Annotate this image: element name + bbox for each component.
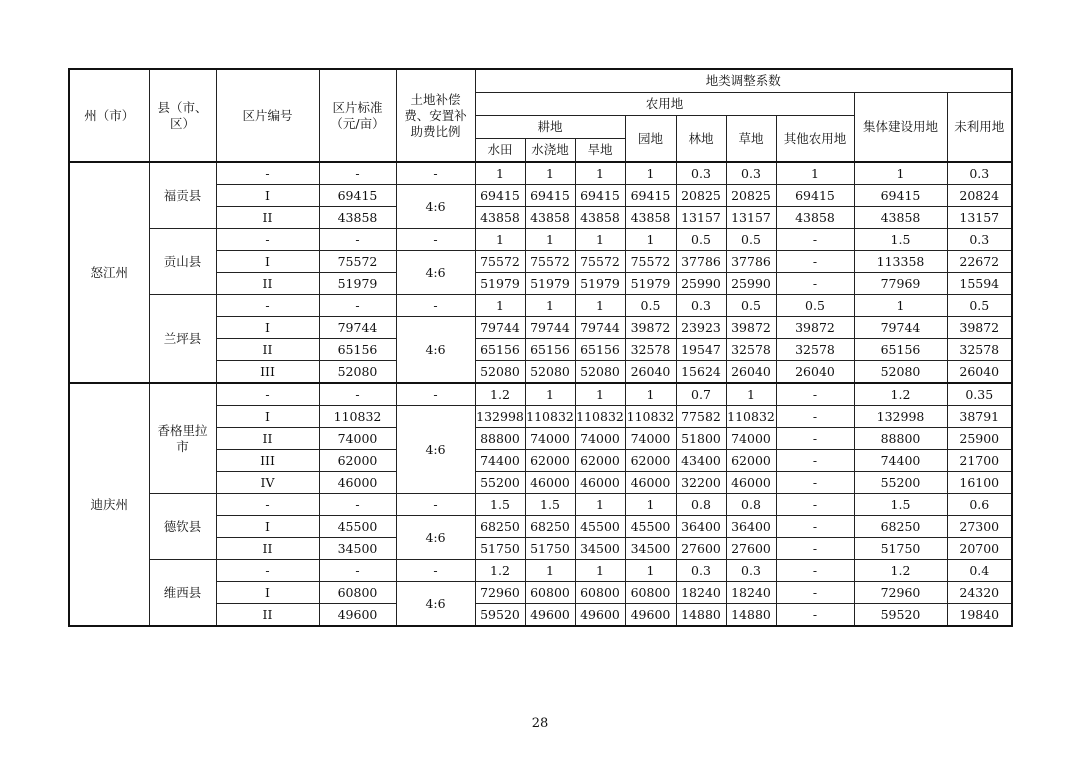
data-cell: 60800 (319, 582, 396, 604)
header-collective-land: 集体建设用地 (854, 93, 947, 163)
data-cell: 1 (575, 295, 625, 317)
data-cell: 16100 (947, 472, 1012, 494)
data-cell: 69415 (319, 185, 396, 207)
data-cell: 27300 (947, 516, 1012, 538)
data-cell: 110832 (575, 406, 625, 428)
header-zone-standard: 区片标准（元/亩） (319, 69, 396, 162)
data-cell: 27600 (726, 538, 776, 560)
header-irrigated-land: 水浇地 (525, 139, 575, 163)
data-cell: 52080 (475, 361, 525, 384)
data-cell: 88800 (854, 428, 947, 450)
land-compensation-table (68, 68, 1013, 627)
data-cell: 22672 (947, 251, 1012, 273)
data-cell: 32578 (776, 339, 854, 361)
ratio-cell: 4:6 (396, 317, 475, 384)
data-cell: 110832 (319, 406, 396, 428)
table-row (69, 162, 1012, 185)
data-cell: 43400 (676, 450, 726, 472)
data-cell: 59520 (854, 604, 947, 627)
data-cell: 1 (475, 162, 525, 185)
data-cell: 43858 (854, 207, 947, 229)
data-cell: 14880 (726, 604, 776, 627)
data-cell: 0.3 (676, 560, 726, 582)
data-cell: 132998 (854, 406, 947, 428)
header-county: 县（市、区） (149, 69, 216, 162)
data-cell: - (319, 295, 396, 317)
header-adjustment-coefficient: 地类调整系数 (475, 69, 1012, 93)
data-cell: I (216, 406, 319, 428)
data-cell: 79744 (525, 317, 575, 339)
data-cell: - (776, 450, 854, 472)
data-cell: 60800 (575, 582, 625, 604)
data-cell: 51750 (525, 538, 575, 560)
data-cell: 43858 (525, 207, 575, 229)
data-cell: 51800 (676, 428, 726, 450)
data-cell: 1.5 (525, 494, 575, 516)
data-cell: I (216, 317, 319, 339)
data-cell: 15624 (676, 361, 726, 384)
county-cell: 兰坪县 (149, 295, 216, 384)
data-cell: 49600 (625, 604, 676, 627)
data-cell: 25900 (947, 428, 1012, 450)
data-cell: 20700 (947, 538, 1012, 560)
data-cell: 43858 (475, 207, 525, 229)
data-cell: 79744 (475, 317, 525, 339)
data-cell: III (216, 361, 319, 384)
header-unused-land: 未利用地 (947, 93, 1012, 163)
data-cell: 43858 (776, 207, 854, 229)
data-cell: - (319, 560, 396, 582)
data-cell: 55200 (854, 472, 947, 494)
data-cell: 32578 (726, 339, 776, 361)
data-cell: 52080 (525, 361, 575, 384)
data-cell: 79744 (575, 317, 625, 339)
data-cell: 51979 (575, 273, 625, 295)
data-cell: 0.5 (726, 295, 776, 317)
data-cell: 15594 (947, 273, 1012, 295)
data-cell: 51979 (475, 273, 525, 295)
data-cell: - (776, 273, 854, 295)
ratio-cell: - (396, 162, 475, 185)
data-cell: II (216, 538, 319, 560)
data-cell: 34500 (575, 538, 625, 560)
data-cell: II (216, 339, 319, 361)
header-agricultural-land: 农用地 (475, 93, 854, 116)
data-cell: 26040 (625, 361, 676, 384)
data-cell: 0.5 (625, 295, 676, 317)
data-cell: 32200 (676, 472, 726, 494)
data-cell: 62000 (726, 450, 776, 472)
data-cell: 69415 (475, 185, 525, 207)
data-cell: I (216, 516, 319, 538)
data-cell: 1 (525, 229, 575, 251)
data-cell: 39872 (776, 317, 854, 339)
prefecture-cell: 怒江州 (69, 162, 149, 383)
county-cell: 香格里拉市 (149, 383, 216, 494)
data-cell: 0.35 (947, 383, 1012, 406)
data-cell: 32578 (947, 339, 1012, 361)
data-cell: 1.5 (475, 494, 525, 516)
data-cell: 1 (625, 560, 676, 582)
data-cell: 1 (575, 560, 625, 582)
data-cell: 37786 (726, 251, 776, 273)
data-cell: 68250 (525, 516, 575, 538)
header-other-agricultural-land: 其他农用地 (776, 116, 854, 163)
data-cell: 1 (525, 560, 575, 582)
header-dry-land: 旱地 (575, 139, 625, 163)
data-cell: 72960 (475, 582, 525, 604)
data-cell: 19840 (947, 604, 1012, 627)
data-cell: 1 (625, 494, 676, 516)
data-cell: 74400 (475, 450, 525, 472)
data-cell: 43858 (575, 207, 625, 229)
data-cell: - (216, 229, 319, 251)
data-cell: 46000 (525, 472, 575, 494)
data-cell: 27600 (676, 538, 726, 560)
data-cell: 74000 (625, 428, 676, 450)
data-cell: II (216, 604, 319, 627)
ratio-cell: - (396, 494, 475, 516)
data-cell: 18240 (676, 582, 726, 604)
data-cell: 0.3 (947, 229, 1012, 251)
ratio-cell: - (396, 383, 475, 406)
data-cell: II (216, 207, 319, 229)
data-cell: 0.8 (676, 494, 726, 516)
data-cell: 110832 (625, 406, 676, 428)
data-cell: 21700 (947, 450, 1012, 472)
data-cell: 79744 (319, 317, 396, 339)
data-cell: - (776, 229, 854, 251)
data-cell: 1.5 (854, 494, 947, 516)
data-cell: - (776, 406, 854, 428)
data-cell: 25990 (676, 273, 726, 295)
data-cell: - (776, 383, 854, 406)
data-cell: 1 (854, 162, 947, 185)
data-cell: 0.3 (726, 560, 776, 582)
data-cell: 0.3 (676, 162, 726, 185)
data-cell: 110832 (525, 406, 575, 428)
data-cell: - (319, 229, 396, 251)
data-cell: 1 (625, 162, 676, 185)
table-row (69, 560, 1012, 582)
ratio-cell: - (396, 229, 475, 251)
ratio-cell: - (396, 560, 475, 582)
data-cell: - (216, 494, 319, 516)
data-cell: - (776, 251, 854, 273)
data-cell: 1 (475, 229, 525, 251)
data-cell: 18240 (726, 582, 776, 604)
data-cell: - (216, 162, 319, 185)
data-cell: 13157 (947, 207, 1012, 229)
header-forest-land: 林地 (676, 116, 726, 163)
data-cell: 69415 (854, 185, 947, 207)
data-cell: 13157 (676, 207, 726, 229)
data-cell: 46000 (726, 472, 776, 494)
data-cell: - (776, 538, 854, 560)
data-cell: I (216, 582, 319, 604)
data-cell: 1 (525, 383, 575, 406)
county-cell: 福贡县 (149, 162, 216, 229)
data-cell: 36400 (726, 516, 776, 538)
data-cell: 0.5 (947, 295, 1012, 317)
data-cell: 62000 (525, 450, 575, 472)
county-cell: 贡山县 (149, 229, 216, 295)
data-cell: 24320 (947, 582, 1012, 604)
data-cell: 49600 (525, 604, 575, 627)
county-cell: 德钦县 (149, 494, 216, 560)
data-cell: 68250 (854, 516, 947, 538)
data-cell: 26040 (776, 361, 854, 384)
data-cell: 1.2 (854, 560, 947, 582)
data-cell: 1 (575, 162, 625, 185)
data-cell: 62000 (625, 450, 676, 472)
data-cell: - (776, 472, 854, 494)
data-cell: 0.7 (676, 383, 726, 406)
data-cell: 1.2 (475, 560, 525, 582)
data-cell: 75572 (319, 251, 396, 273)
data-cell: 25990 (726, 273, 776, 295)
data-cell: 1 (575, 383, 625, 406)
data-cell: 49600 (575, 604, 625, 627)
data-cell: 46000 (319, 472, 396, 494)
data-cell: 59520 (475, 604, 525, 627)
ratio-cell: 4:6 (396, 185, 475, 229)
data-cell: III (216, 450, 319, 472)
data-cell: 34500 (625, 538, 676, 560)
data-cell: 0.3 (726, 162, 776, 185)
data-cell: 72960 (854, 582, 947, 604)
data-cell: 20824 (947, 185, 1012, 207)
header-grass-land: 草地 (726, 116, 776, 163)
data-cell: - (776, 494, 854, 516)
data-cell: 13157 (726, 207, 776, 229)
table-row (69, 494, 1012, 516)
data-cell: 52080 (854, 361, 947, 384)
data-cell: 75572 (525, 251, 575, 273)
data-cell: 69415 (625, 185, 676, 207)
data-cell: - (776, 428, 854, 450)
data-cell: 69415 (525, 185, 575, 207)
ratio-cell: 4:6 (396, 251, 475, 295)
data-cell: 0.4 (947, 560, 1012, 582)
data-cell: 1 (575, 229, 625, 251)
ratio-cell: 4:6 (396, 516, 475, 560)
ratio-cell: - (396, 295, 475, 317)
data-cell: 23923 (676, 317, 726, 339)
data-cell: 1 (575, 494, 625, 516)
header-zone-code: 区片编号 (216, 69, 319, 162)
data-cell: 0.3 (676, 295, 726, 317)
data-cell: 46000 (575, 472, 625, 494)
data-cell: 32578 (625, 339, 676, 361)
data-cell: 65156 (475, 339, 525, 361)
data-cell: - (319, 494, 396, 516)
data-cell: 51750 (475, 538, 525, 560)
data-cell: 69415 (776, 185, 854, 207)
data-cell: 74400 (854, 450, 947, 472)
data-cell: II (216, 273, 319, 295)
data-cell: - (216, 295, 319, 317)
data-cell: 0.5 (776, 295, 854, 317)
data-cell: 1.5 (854, 229, 947, 251)
data-cell: 75572 (475, 251, 525, 273)
data-cell: 51979 (525, 273, 575, 295)
data-cell: 37786 (676, 251, 726, 273)
data-cell: 34500 (319, 538, 396, 560)
data-cell: 1 (475, 295, 525, 317)
data-cell: 65156 (525, 339, 575, 361)
data-cell: 132998 (475, 406, 525, 428)
header-ratio: 土地补偿费、安置补助费比例 (396, 69, 475, 162)
data-cell: 0.5 (676, 229, 726, 251)
data-cell: - (776, 604, 854, 627)
data-cell: - (216, 560, 319, 582)
header-paddy-field: 水田 (475, 139, 525, 163)
data-cell: 0.3 (947, 162, 1012, 185)
data-cell: 46000 (625, 472, 676, 494)
data-cell: 1 (625, 229, 676, 251)
page-number: 28 (531, 716, 549, 731)
data-cell: 51750 (854, 538, 947, 560)
data-cell: 38791 (947, 406, 1012, 428)
data-cell: 75572 (625, 251, 676, 273)
data-cell: 1.2 (854, 383, 947, 406)
data-cell: 65156 (575, 339, 625, 361)
data-cell: 45500 (575, 516, 625, 538)
data-cell: 51979 (625, 273, 676, 295)
data-cell: 52080 (575, 361, 625, 384)
data-cell: 88800 (475, 428, 525, 450)
data-cell: 45500 (625, 516, 676, 538)
data-cell: 39872 (625, 317, 676, 339)
data-cell: 69415 (575, 185, 625, 207)
data-cell: 75572 (575, 251, 625, 273)
data-cell: 65156 (319, 339, 396, 361)
data-cell: 26040 (726, 361, 776, 384)
data-cell: 1 (625, 383, 676, 406)
data-cell: 43858 (319, 207, 396, 229)
header-garden-land: 园地 (625, 116, 676, 163)
data-cell: 65156 (854, 339, 947, 361)
data-cell: I (216, 251, 319, 273)
data-cell: 39872 (726, 317, 776, 339)
data-cell: 68250 (475, 516, 525, 538)
data-cell: 0.6 (947, 494, 1012, 516)
data-cell: 1.2 (475, 383, 525, 406)
data-cell: 52080 (319, 361, 396, 384)
data-cell: 19547 (676, 339, 726, 361)
data-cell: 74000 (726, 428, 776, 450)
data-cell: IV (216, 472, 319, 494)
data-cell: 74000 (319, 428, 396, 450)
data-cell: 20825 (726, 185, 776, 207)
data-cell: 55200 (475, 472, 525, 494)
data-cell: 1 (525, 295, 575, 317)
data-cell: 62000 (319, 450, 396, 472)
data-cell: 26040 (947, 361, 1012, 384)
data-cell: 43858 (625, 207, 676, 229)
data-cell: 1 (726, 383, 776, 406)
data-cell: - (776, 560, 854, 582)
header-prefecture: 州（市） (69, 69, 149, 162)
data-cell: 20825 (676, 185, 726, 207)
data-cell: 51979 (319, 273, 396, 295)
data-cell: 79744 (854, 317, 947, 339)
ratio-cell: 4:6 (396, 406, 475, 494)
data-cell: 1 (854, 295, 947, 317)
data-cell: 0.8 (726, 494, 776, 516)
data-cell: I (216, 185, 319, 207)
data-cell: - (216, 383, 319, 406)
table-row (69, 295, 1012, 317)
table-row (69, 229, 1012, 251)
data-cell: 45500 (319, 516, 396, 538)
data-cell: - (319, 162, 396, 185)
data-cell: 62000 (575, 450, 625, 472)
data-cell: 0.5 (726, 229, 776, 251)
data-cell: 39872 (947, 317, 1012, 339)
county-cell: 维西县 (149, 560, 216, 627)
ratio-cell: 4:6 (396, 582, 475, 627)
data-cell: 77969 (854, 273, 947, 295)
data-cell: 74000 (525, 428, 575, 450)
data-cell: 49600 (319, 604, 396, 627)
data-cell: 60800 (625, 582, 676, 604)
header-arable-land: 耕地 (475, 116, 625, 139)
data-cell: 14880 (676, 604, 726, 627)
data-cell: - (776, 582, 854, 604)
data-cell: 1 (776, 162, 854, 185)
prefecture-cell: 迪庆州 (69, 383, 149, 626)
data-cell: 77582 (676, 406, 726, 428)
table-row (69, 383, 1012, 406)
data-cell: 1 (525, 162, 575, 185)
data-cell: 74000 (575, 428, 625, 450)
data-cell: 110832 (726, 406, 776, 428)
data-cell: - (776, 516, 854, 538)
data-cell: 60800 (525, 582, 575, 604)
data-cell: 36400 (676, 516, 726, 538)
data-cell: - (319, 383, 396, 406)
data-cell: 113358 (854, 251, 947, 273)
data-cell: II (216, 428, 319, 450)
